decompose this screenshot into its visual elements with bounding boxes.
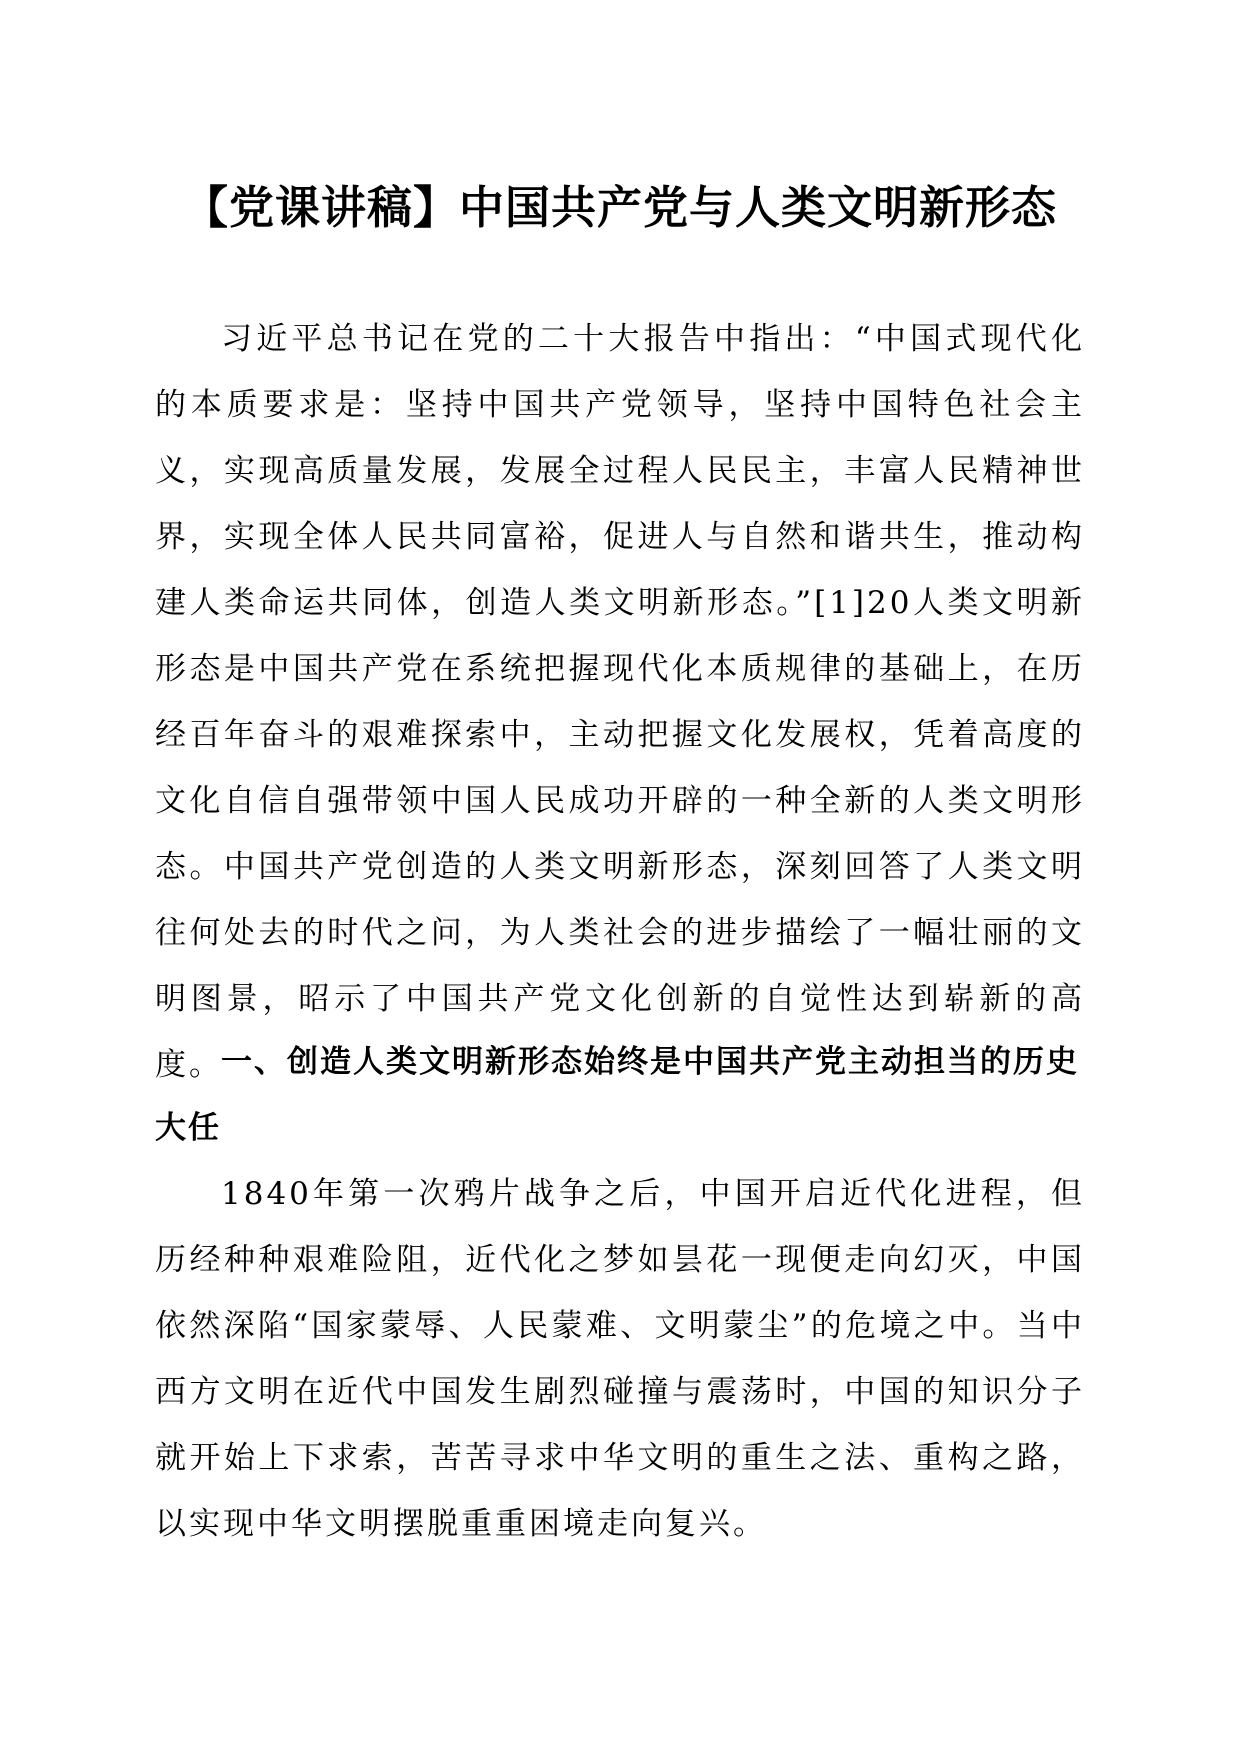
section-heading: 一、创造人类文明新形态始终是中国共产党主动担当的历史大任 [155,1044,1079,1146]
history-paragraph: 1840年第一次鸦片战争之后，中国开启近代化进程，但历经种种艰难险阻，近代化之梦如昙花一现便走向幻灭，中国依然深陷“国家蒙辱、人民蒙难、文明蒙尘”的危境之中。当中西方文明在近代中国发生剧烈碰撞与震荡时，中国的知识分子就开始上下求索，苦苦寻求中华文明的重生之法、重构之路，以实现中华文明摆脱重重困境走向复兴。 [155,1176,1085,1542]
document-title: 【党课讲稿】中国共产党与人类文明新形态 [182,181,1057,234]
intro-paragraph: 习近平总书记在党的二十大报告中指出：“中国式现代化的本质要求是：坚持中国共产党领导，坚持中国特色社会主义，实现高质量发展，发展全过程人民民主，丰富人民精神世界，实现全体人民共同富裕，促进人与自然和谐共生，推动构建人类命运共同体，创造人类文明新形态。”[1]20人类文明新形态是中国共产党在系统把握现代化本质规律的基础上，在历经百年奋斗的艰难探索中，主动把握文化发展权，凭着高度的文化自信自强带领中国人民成功开辟的一种全新的人类文明形态。中国共产党创造的人类文明新形态，深刻回答了人类文明往何处去的时代之问，为人类社会的进步描绘了一幅壮丽的文明图景，昭示了中国共产党文化创新的自觉性达到崭新的高度。 [155,321,1085,1083]
